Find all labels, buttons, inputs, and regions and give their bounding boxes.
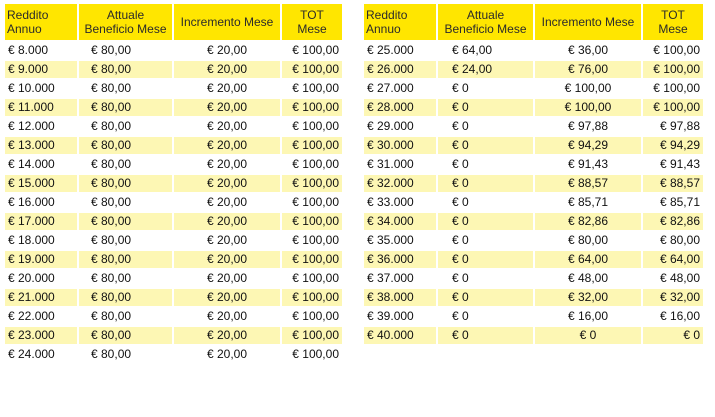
cell-reddito-annuo: € 24.000 [5, 346, 77, 363]
table-row [364, 270, 703, 287]
table-row [364, 251, 703, 268]
cell-tot-mese: € 100,00 [282, 251, 342, 268]
cell-attuale-beneficio: € 0 [438, 213, 533, 230]
cell-incremento-mese: € 94,29 [535, 137, 641, 154]
cell-reddito-annuo: € 34.000 [364, 213, 436, 230]
cell-incremento-mese: € 20,00 [174, 42, 280, 59]
cell-reddito-annuo: € 10.000 [5, 80, 77, 97]
cell-attuale-beneficio: € 0 [438, 194, 533, 211]
cell-tot-mese: € 100,00 [282, 137, 342, 154]
cell-tot-mese: € 100,00 [282, 175, 342, 192]
cell-reddito-annuo: € 30.000 [364, 137, 436, 154]
table-row [364, 213, 703, 230]
cell-tot-mese: € 100,00 [282, 213, 342, 230]
cell-tot-mese: € 100,00 [643, 80, 703, 97]
cell-incremento-mese: € 97,88 [535, 118, 641, 135]
cell-reddito-annuo: € 9.000 [5, 61, 77, 78]
cell-incremento-mese: € 32,00 [535, 289, 641, 306]
cell-attuale-beneficio: € 0 [438, 251, 533, 268]
cell-incremento-mese: € 100,00 [535, 80, 641, 97]
cell-tot-mese: € 100,00 [282, 289, 342, 306]
table-row [364, 232, 703, 249]
cell-reddito-annuo: € 32.000 [364, 175, 436, 192]
table-row [5, 118, 342, 135]
table-row [364, 61, 703, 78]
cell-attuale-beneficio: € 80,00 [79, 156, 172, 173]
cell-incremento-mese: € 82,86 [535, 213, 641, 230]
cell-incremento-mese: € 20,00 [174, 156, 280, 173]
table-header-row [364, 4, 703, 40]
cell-tot-mese: € 100,00 [282, 99, 342, 116]
cell-attuale-beneficio: € 0 [438, 270, 533, 287]
cell-reddito-annuo: € 26.000 [364, 61, 436, 78]
cell-attuale-beneficio: € 80,00 [79, 308, 172, 325]
table-row [5, 251, 342, 268]
cell-incremento-mese: € 20,00 [174, 137, 280, 154]
table-row [5, 308, 342, 325]
cell-attuale-beneficio: € 80,00 [79, 61, 172, 78]
cell-reddito-annuo: € 11.000 [5, 99, 77, 116]
table-row [5, 42, 342, 59]
cell-incremento-mese: € 20,00 [174, 270, 280, 287]
cell-reddito-annuo: € 15.000 [5, 175, 77, 192]
cell-incremento-mese: € 36,00 [535, 42, 641, 59]
header-reddito-annuo: Reddito Annuo [5, 4, 77, 40]
cell-tot-mese: € 82,86 [643, 213, 703, 230]
cell-tot-mese: € 100,00 [282, 118, 342, 135]
cell-attuale-beneficio: € 0 [438, 327, 533, 344]
cell-attuale-beneficio: € 0 [438, 156, 533, 173]
income-table-right [362, 2, 705, 346]
cell-incremento-mese: € 48,00 [535, 270, 641, 287]
cell-tot-mese: € 100,00 [282, 156, 342, 173]
cell-attuale-beneficio: € 80,00 [79, 346, 172, 363]
cell-reddito-annuo: € 29.000 [364, 118, 436, 135]
table-row [5, 346, 342, 363]
cell-attuale-beneficio: € 80,00 [79, 42, 172, 59]
cell-tot-mese: € 100,00 [282, 346, 342, 363]
cell-tot-mese: € 100,00 [282, 80, 342, 97]
table-header-row [5, 4, 342, 40]
cell-reddito-annuo: € 16.000 [5, 194, 77, 211]
cell-tot-mese: € 16,00 [643, 308, 703, 325]
table-row [5, 327, 342, 344]
cell-tot-mese: € 100,00 [282, 232, 342, 249]
cell-attuale-beneficio: € 64,00 [438, 42, 533, 59]
cell-attuale-beneficio: € 80,00 [79, 232, 172, 249]
table-row [364, 308, 703, 325]
cell-reddito-annuo: € 18.000 [5, 232, 77, 249]
cell-incremento-mese: € 20,00 [174, 213, 280, 230]
cell-incremento-mese: € 20,00 [174, 251, 280, 268]
cell-attuale-beneficio: € 0 [438, 289, 533, 306]
cell-incremento-mese: € 20,00 [174, 346, 280, 363]
cell-attuale-beneficio: € 80,00 [79, 270, 172, 287]
cell-reddito-annuo: € 8.000 [5, 42, 77, 59]
table-row [364, 194, 703, 211]
table-row [5, 137, 342, 154]
cell-reddito-annuo: € 35.000 [364, 232, 436, 249]
cell-reddito-annuo: € 22.000 [5, 308, 77, 325]
cell-tot-mese: € 85,71 [643, 194, 703, 211]
cell-incremento-mese: € 64,00 [535, 251, 641, 268]
cell-incremento-mese: € 85,71 [535, 194, 641, 211]
table-row [5, 194, 342, 211]
table-row [5, 289, 342, 306]
cell-incremento-mese: € 16,00 [535, 308, 641, 325]
cell-tot-mese: € 100,00 [282, 327, 342, 344]
table-row [364, 42, 703, 59]
table-row [5, 175, 342, 192]
cell-incremento-mese: € 20,00 [174, 61, 280, 78]
cell-reddito-annuo: € 20.000 [5, 270, 77, 287]
cell-tot-mese: € 0 [643, 327, 703, 344]
table-row [5, 156, 342, 173]
cell-tot-mese: € 88,57 [643, 175, 703, 192]
cell-reddito-annuo: € 25.000 [364, 42, 436, 59]
cell-incremento-mese: € 20,00 [174, 232, 280, 249]
cell-attuale-beneficio: € 0 [438, 99, 533, 116]
cell-tot-mese: € 100,00 [282, 308, 342, 325]
header-tot-mese: TOT Mese [282, 4, 342, 40]
header-incremento-mese: Incremento Mese [174, 4, 280, 40]
header-attuale-beneficio-mese: Attuale Beneficio Mese [79, 4, 172, 40]
table-row [364, 327, 703, 344]
cell-attuale-beneficio: € 80,00 [79, 118, 172, 135]
cell-tot-mese: € 64,00 [643, 251, 703, 268]
cell-attuale-beneficio: € 80,00 [79, 194, 172, 211]
cell-tot-mese: € 94,29 [643, 137, 703, 154]
cell-attuale-beneficio: € 0 [438, 118, 533, 135]
cell-reddito-annuo: € 17.000 [5, 213, 77, 230]
cell-reddito-annuo: € 39.000 [364, 308, 436, 325]
cell-attuale-beneficio: € 0 [438, 175, 533, 192]
income-table-left [3, 2, 344, 365]
cell-attuale-beneficio: € 80,00 [79, 251, 172, 268]
cell-attuale-beneficio: € 0 [438, 308, 533, 325]
cell-attuale-beneficio: € 0 [438, 80, 533, 97]
cell-reddito-annuo: € 12.000 [5, 118, 77, 135]
cell-tot-mese: € 100,00 [282, 270, 342, 287]
cell-attuale-beneficio: € 24,00 [438, 61, 533, 78]
table-row [364, 118, 703, 135]
cell-attuale-beneficio: € 80,00 [79, 99, 172, 116]
cell-attuale-beneficio: € 80,00 [79, 213, 172, 230]
cell-incremento-mese: € 20,00 [174, 175, 280, 192]
cell-incremento-mese: € 100,00 [535, 99, 641, 116]
cell-tot-mese: € 100,00 [282, 194, 342, 211]
cell-tot-mese: € 80,00 [643, 232, 703, 249]
cell-reddito-annuo: € 38.000 [364, 289, 436, 306]
cell-reddito-annuo: € 40.000 [364, 327, 436, 344]
cell-incremento-mese: € 20,00 [174, 327, 280, 344]
cell-attuale-beneficio: € 80,00 [79, 137, 172, 154]
table-row [364, 289, 703, 306]
table-row [5, 270, 342, 287]
cell-attuale-beneficio: € 80,00 [79, 175, 172, 192]
cell-incremento-mese: € 76,00 [535, 61, 641, 78]
cell-reddito-annuo: € 28.000 [364, 99, 436, 116]
header-attuale-beneficio-mese: Attuale Beneficio Mese [438, 4, 533, 40]
cell-incremento-mese: € 20,00 [174, 289, 280, 306]
cell-attuale-beneficio: € 80,00 [79, 327, 172, 344]
table-row [5, 80, 342, 97]
cell-tot-mese: € 32,00 [643, 289, 703, 306]
cell-incremento-mese: € 20,00 [174, 308, 280, 325]
cell-reddito-annuo: € 13.000 [5, 137, 77, 154]
table-row [364, 156, 703, 173]
cell-tot-mese: € 100,00 [282, 42, 342, 59]
cell-attuale-beneficio: € 0 [438, 232, 533, 249]
cell-tot-mese: € 91,43 [643, 156, 703, 173]
table-row [364, 175, 703, 192]
cell-incremento-mese: € 80,00 [535, 232, 641, 249]
cell-reddito-annuo: € 14.000 [5, 156, 77, 173]
cell-incremento-mese: € 0 [535, 327, 641, 344]
cell-incremento-mese: € 20,00 [174, 118, 280, 135]
cell-incremento-mese: € 88,57 [535, 175, 641, 192]
header-tot-mese: TOT Mese [643, 4, 703, 40]
table-row [5, 213, 342, 230]
cell-reddito-annuo: € 19.000 [5, 251, 77, 268]
cell-reddito-annuo: € 23.000 [5, 327, 77, 344]
cell-incremento-mese: € 20,00 [174, 194, 280, 211]
header-incremento-mese: Incremento Mese [535, 4, 641, 40]
cell-tot-mese: € 48,00 [643, 270, 703, 287]
cell-attuale-beneficio: € 80,00 [79, 80, 172, 97]
cell-incremento-mese: € 20,00 [174, 99, 280, 116]
header-reddito-annuo: Reddito Annuo [364, 4, 436, 40]
cell-tot-mese: € 100,00 [282, 61, 342, 78]
cell-attuale-beneficio: € 80,00 [79, 289, 172, 306]
cell-attuale-beneficio: € 0 [438, 137, 533, 154]
cell-reddito-annuo: € 37.000 [364, 270, 436, 287]
cell-tot-mese: € 100,00 [643, 99, 703, 116]
cell-reddito-annuo: € 31.000 [364, 156, 436, 173]
cell-incremento-mese: € 91,43 [535, 156, 641, 173]
cell-reddito-annuo: € 27.000 [364, 80, 436, 97]
cell-reddito-annuo: € 36.000 [364, 251, 436, 268]
cell-incremento-mese: € 20,00 [174, 80, 280, 97]
table-row [364, 80, 703, 97]
cell-reddito-annuo: € 21.000 [5, 289, 77, 306]
table-row [364, 99, 703, 116]
cell-tot-mese: € 100,00 [643, 61, 703, 78]
table-row [5, 61, 342, 78]
table-row [5, 232, 342, 249]
table-row [364, 137, 703, 154]
table-row [5, 99, 342, 116]
cell-tot-mese: € 100,00 [643, 42, 703, 59]
cell-tot-mese: € 97,88 [643, 118, 703, 135]
cell-reddito-annuo: € 33.000 [364, 194, 436, 211]
